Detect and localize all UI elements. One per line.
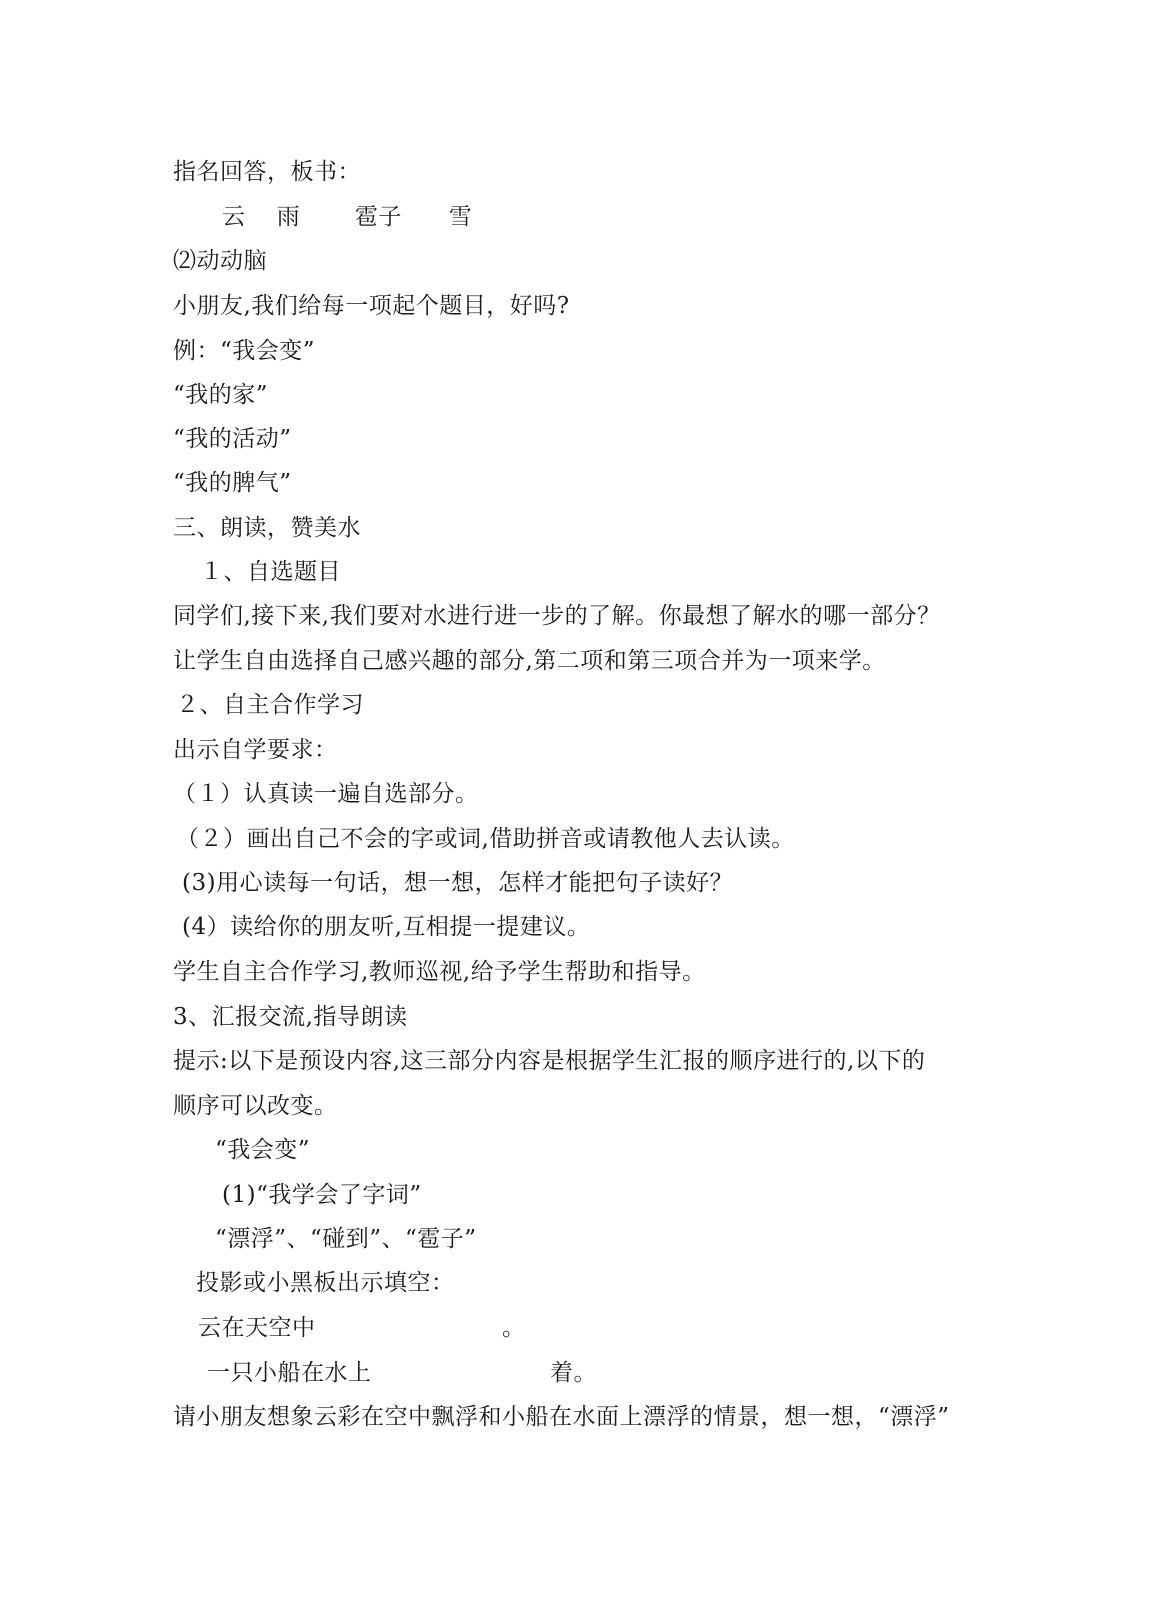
text-line: (4）读给你的朋友听,互相提一提建议。 <box>182 914 591 940</box>
subsection-heading: 3、汇报交流,指导朗读 <box>173 1004 408 1030</box>
text-line: “我会变” <box>215 1137 311 1163</box>
text-line: 小朋友,我们给每一项起个题目，好吗? <box>173 293 570 319</box>
text-line: 顺序可以改变。 <box>173 1093 338 1119</box>
text-line: 云 雨 雹子 雪 <box>222 204 473 230</box>
text-line: 出示自学要求： <box>173 737 338 763</box>
text-line: （１）认真读一遍自选部分。 <box>173 781 479 807</box>
subsection-heading: ２、自主合作学习 <box>176 692 364 718</box>
text-line: “漂浮”、“碰到”、“雹子” <box>215 1226 477 1252</box>
text-line: 指名回答，板书： <box>173 159 361 185</box>
text-line: （２）画出自己不会的字或词,借助拼音或请教他人去认读。 <box>176 826 795 852</box>
fill-blank-line: 云在天空中 <box>198 1315 316 1341</box>
text-line: (3)用心读每一句话，想一想，怎样才能把句子读好？ <box>182 870 734 896</box>
text-line: ⑵动动脑 <box>173 248 267 274</box>
text-line: 让学生自由选择自己感兴趣的部分,第二项和第三项合并为一项来学。 <box>173 648 886 674</box>
fill-blank-end: 。 <box>502 1315 526 1341</box>
fill-blank-line: 一只小船在水上 <box>207 1360 372 1386</box>
text-line: (1)“我学会了字词” <box>222 1182 422 1208</box>
text-line: 请小朋友想象云彩在空中飘浮和小船在水面上漂浮的情景，想一想，“漂浮” <box>173 1404 950 1430</box>
text-line: 提示:以下是预设内容,这三部分内容是根据学生汇报的顺序进行的,以下的 <box>173 1048 926 1074</box>
text-line: 学生自主合作学习,教师巡视,给予学生帮助和指导。 <box>173 959 706 985</box>
subsection-heading: １、自选题目 <box>200 559 341 585</box>
text-line: 投影或小黑板出示填空： <box>196 1270 455 1296</box>
fill-blank-end: 着。 <box>550 1360 597 1386</box>
text-line: “我的脾气” <box>173 470 292 496</box>
text-line: 同学们,接下来,我们要对水进行进一步的了解。你最想了解水的哪一部分？ <box>173 603 941 629</box>
text-line: “我的活动” <box>173 426 292 452</box>
section-heading: 三、朗读，赞美水 <box>173 515 361 541</box>
text-line: 例：“我会变” <box>173 338 316 364</box>
text-line: “我的家” <box>173 382 269 408</box>
